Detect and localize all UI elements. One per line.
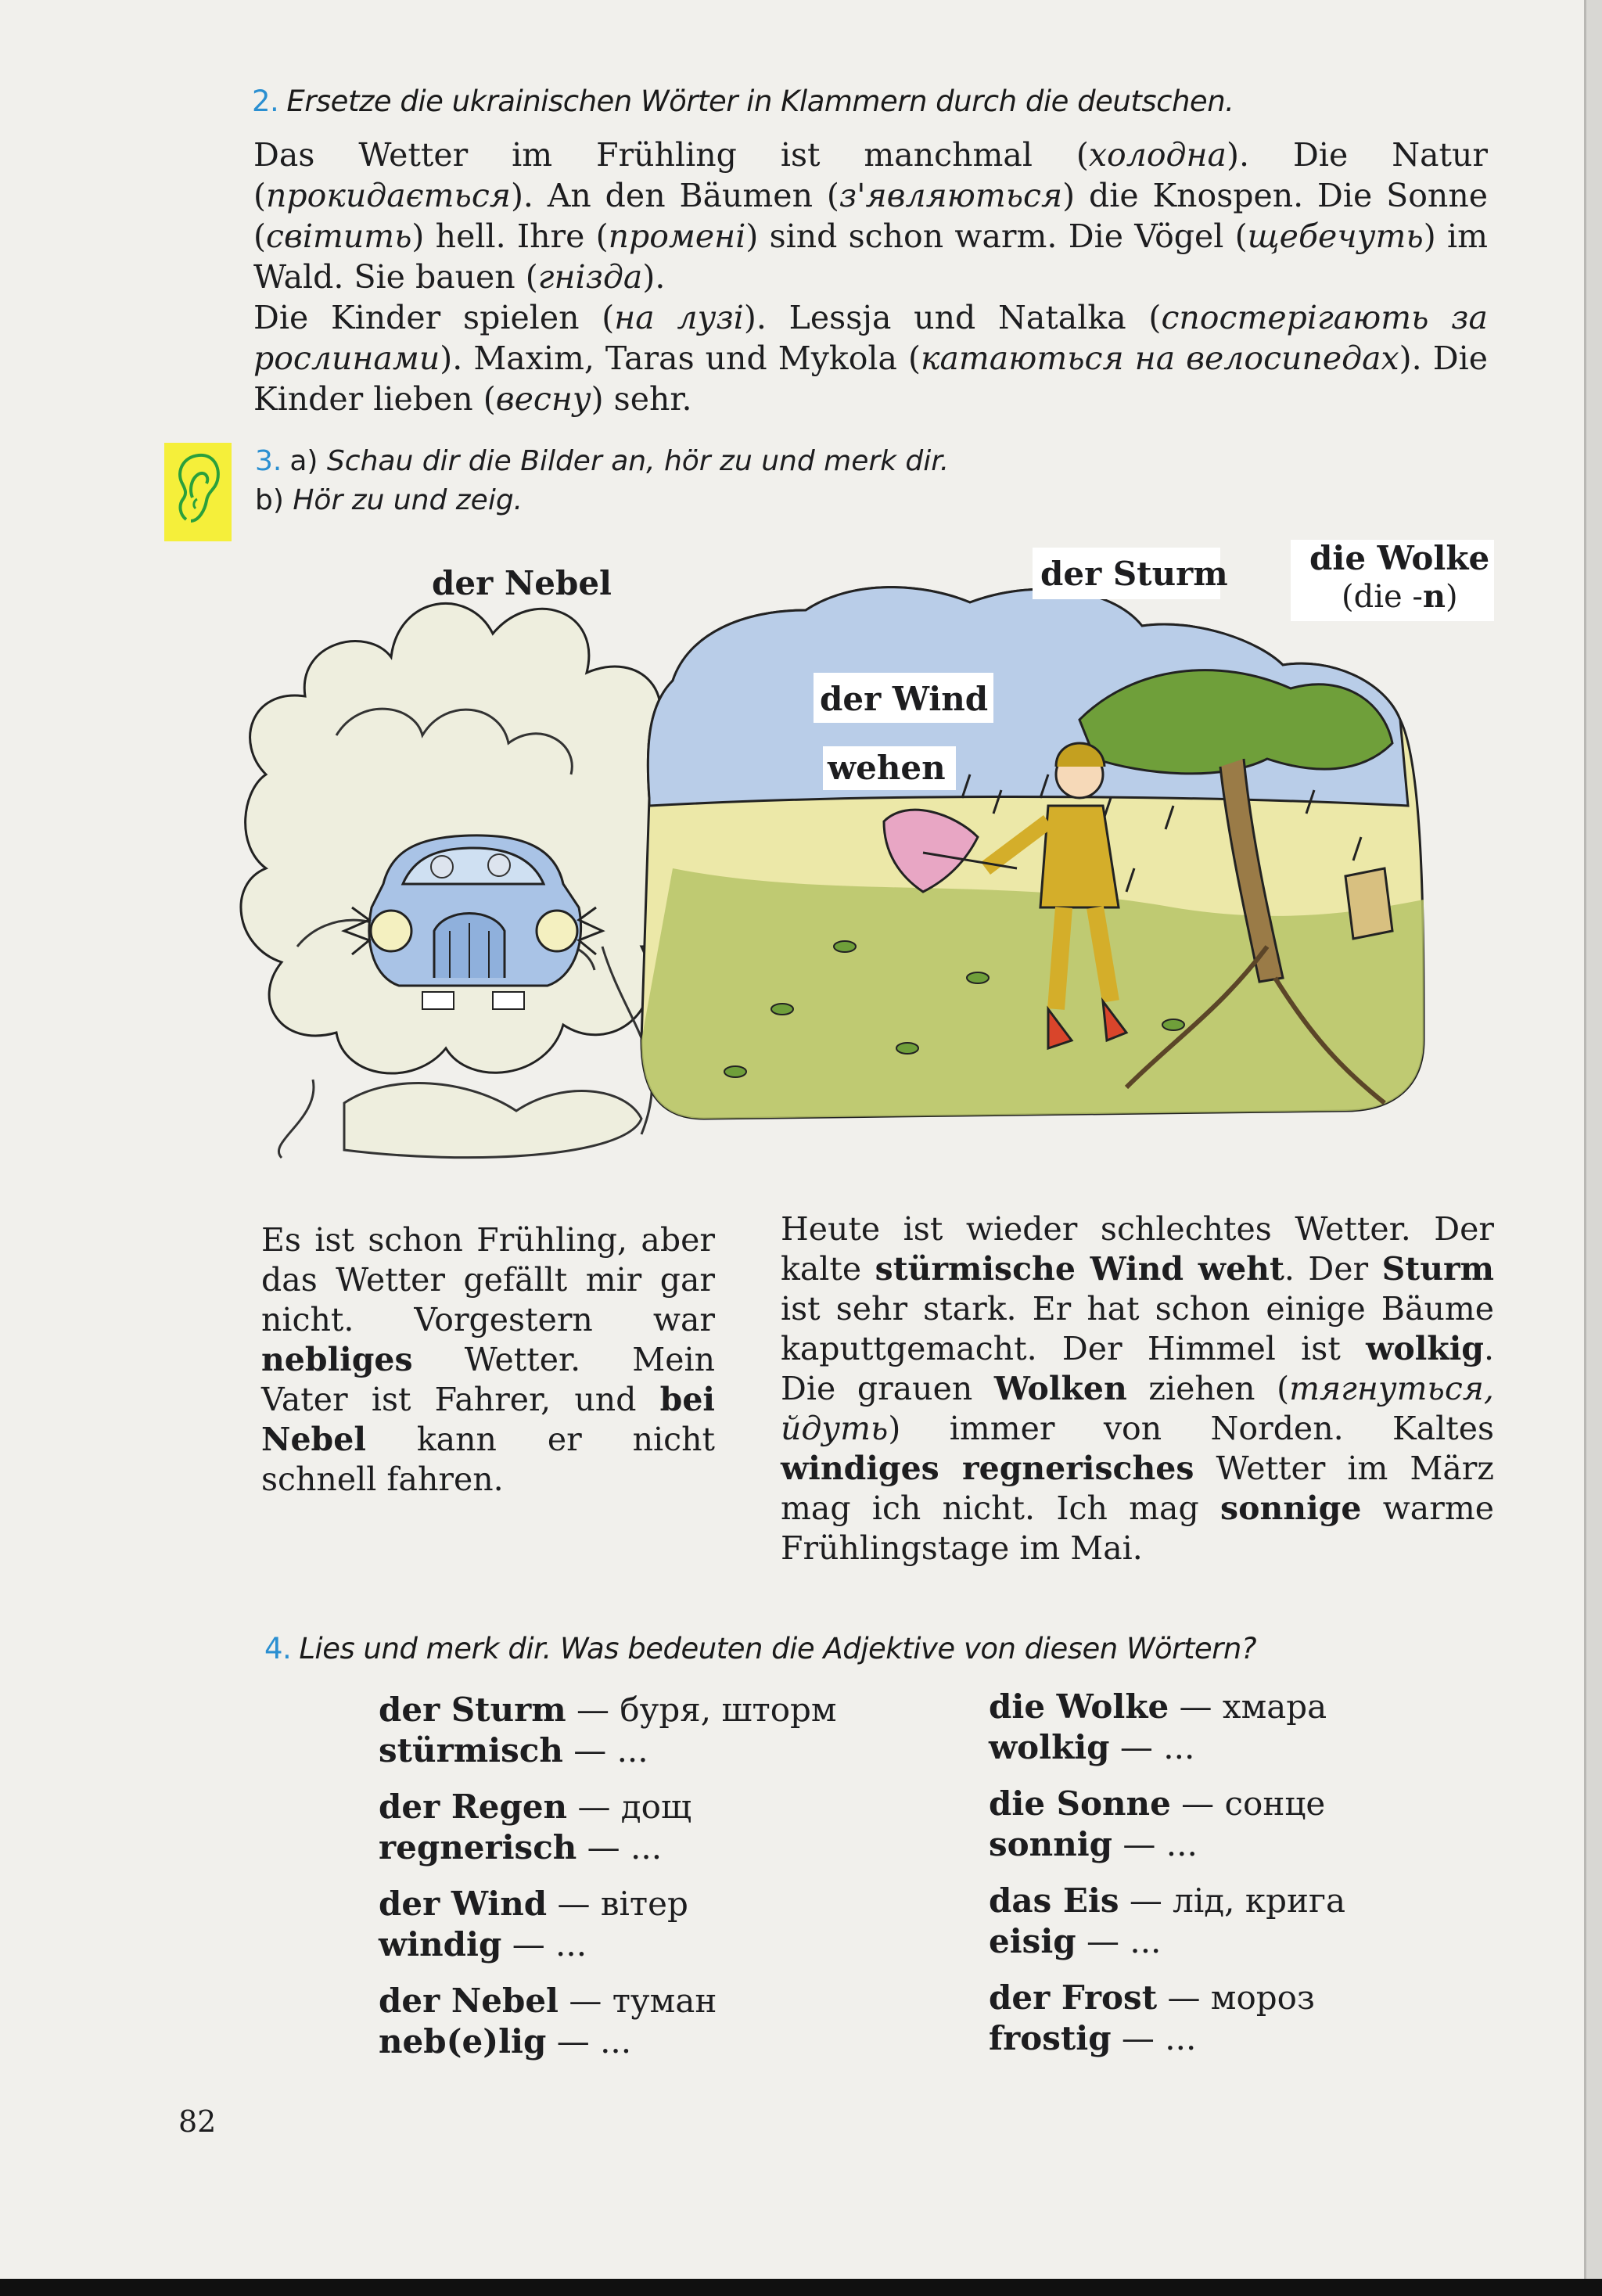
exercise-4-instruction: 4. Lies und merk dir. Was bedeuten die Adjektive von diesen Wörtern? <box>264 1632 1256 1665</box>
vocab-pair: der Sturm — буря, шторм stürmisch — ... <box>379 1691 837 1770</box>
vocab-left-column <box>379 1690 837 2078</box>
page-number: 82 <box>178 2104 217 2139</box>
exercise-3-instructions <box>255 442 949 520</box>
label-der-sturm: der Sturm <box>1040 555 1228 593</box>
exercise-2-instruction: 2. Ersetze die ukrainischen Wörter in Klammern durch die deutschen. <box>252 84 1234 118</box>
ear-icon <box>164 443 232 541</box>
exercise-2-paragraph-1: Das Wetter im Frühling ist manchmal (холодна). Die Natur (прокидається). An den Bäumen (з'являються) die Knospen. Die Sonne (світить) hell. Ihre (промені) sind schon warm. Die Vögel (щебечуть) im Wald. Sie bauen (гнізда). <box>253 136 1488 296</box>
exercise-3-line-a: 3. a) Schau dir die Bilder an, hör zu und merk dir. <box>255 445 950 477</box>
exercise-3-line-b: b) Hör zu und zeig. <box>255 484 523 516</box>
vocab-pair: der Frost — мороз frostig — ... <box>989 1978 1315 2057</box>
exercise-3-number: 3. <box>255 445 282 477</box>
page-edge <box>1584 0 1602 2296</box>
fog-car-scene <box>241 603 703 1158</box>
scan-bottom-edge <box>0 2279 1602 2296</box>
exercise-2-number: 2. <box>252 84 279 118</box>
text-left-column: Es ist schon Frühling, aber das Wetter gefällt mir gar nicht. Vorgestern war nebliges Wetter. Mein Vater ist Fahrer, und bei Nebel kann er nicht schnell fahren. <box>261 1221 715 1498</box>
weather-illustration <box>235 540 1502 1166</box>
label-der-wind: der Wind <box>820 680 989 718</box>
vocab-pair: der Wind — вітер windig — ... <box>379 1885 688 1964</box>
vocab-pair: das Eis — лід, крига eisig — ... <box>989 1881 1346 1960</box>
text-right-column: Heute ist wieder schlechtes Wetter. Der kalte stürmische Wind weht. Der Sturm ist sehr stark. Er hat schon einige Bäume kaputtgemacht. Der Himmel ist wolkig. Die grauen Wolken ziehen (тягнуться, йдуть) immer von Norden. Kaltes windiges regnerisches Wetter im März mag ich nicht. Ich mag sonnige warme Frühlingstage im Mai. <box>781 1210 1495 1567</box>
label-wolke-plural: (die -n) <box>1342 578 1458 615</box>
storm-scene <box>641 587 1424 1119</box>
vocab-pair: der Regen — дощ regnerisch — ... <box>379 1788 691 1867</box>
vocab-pair: die Sonne — сонце sonnig — ... <box>989 1784 1326 1863</box>
vocab-right-column <box>989 1687 1345 2075</box>
label-wehen: wehen <box>828 749 946 787</box>
label-die-wolke: die Wolke <box>1309 540 1490 577</box>
vocab-pair: die Wolke — хмара wolkig — ... <box>989 1687 1327 1766</box>
vocab-pair: der Nebel — туман neb(e)lig — ... <box>379 1982 717 2061</box>
exercise-2-paragraph-2: Die Kinder spielen (на лузі). Lessja und Natalka (спостерігають за рослинами). Maxim, Taras und Mykola (катаються на велосипедах). Die Kinder lieben (весну) sehr. <box>253 299 1488 418</box>
label-der-nebel: der Nebel <box>432 564 612 602</box>
exercise-4-number: 4. <box>264 1632 292 1665</box>
